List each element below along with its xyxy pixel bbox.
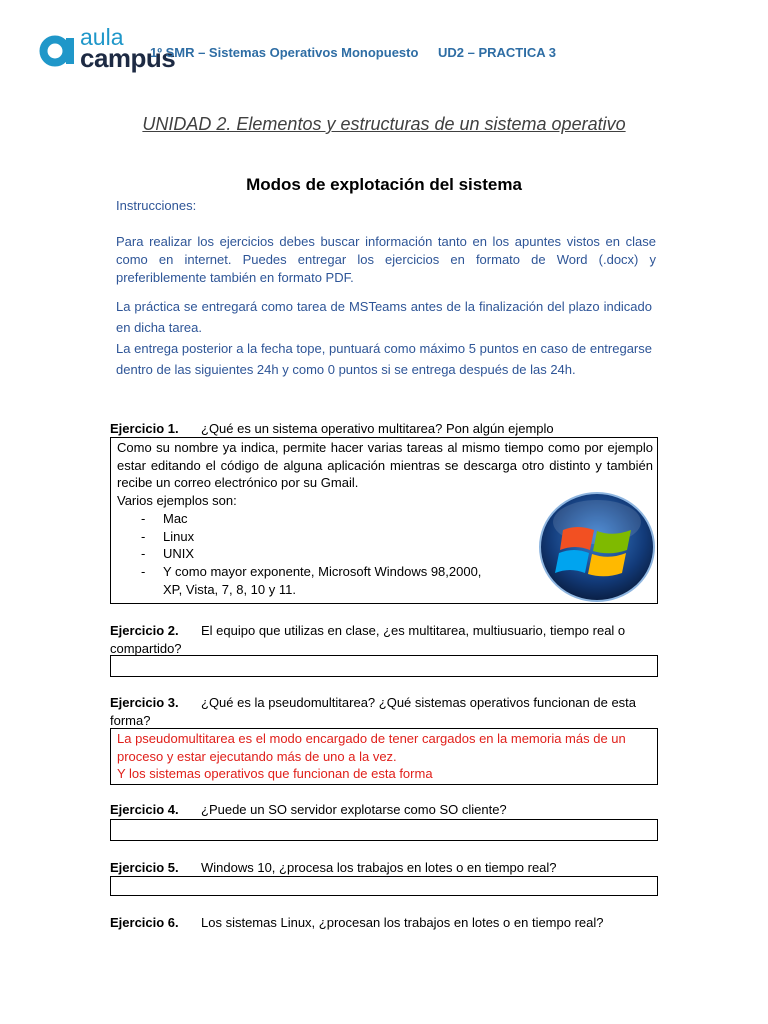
exercise-5-answer-box[interactable] (110, 876, 658, 896)
course-header: 1º SMR – Sistemas Operativos Monopuesto (150, 45, 419, 60)
list-item: - Mac (141, 510, 188, 526)
exercise-number: Ejercicio 1. (110, 421, 179, 436)
exercise-question-text: ¿Puede un SO servidor explotarse como SO cliente? (201, 802, 507, 817)
practice-header: UD2 – PRACTICA 3 (438, 45, 556, 60)
exercise-1-question (110, 420, 658, 438)
aula-campus-logo-icon (38, 30, 78, 70)
exercise-2-answer-box[interactable] (110, 655, 658, 677)
exercise-3-answer-box[interactable] (110, 728, 658, 785)
exercise-question-text: ¿Qué es la pseudomultitarea? ¿Qué sistemas operativos funcionan de esta forma? (110, 695, 637, 728)
instructions-paragraph-2: La práctica se entregará como tarea de MSTeams antes de la finalización del plazo indicado en dicha tarea. (116, 299, 652, 335)
unit-title: UNIDAD 2. Elementos y estructuras de un sistema operativo (142, 114, 626, 134)
exercise-number: Ejercicio 2. (110, 623, 179, 638)
logo-text-aula: aula (80, 24, 124, 50)
exercise-4-answer-box[interactable] (110, 819, 658, 841)
exercise-number: Ejercicio 5. (110, 860, 179, 875)
exercise-number: Ejercicio 3. (110, 695, 179, 710)
instructions-label: Instrucciones: (116, 198, 197, 213)
logo-text-campus: campus (80, 43, 176, 73)
list-item: - UNIX (141, 546, 195, 562)
exercise-question-text: ¿Qué es un sistema operativo multitarea? Pon algún ejemplo (201, 421, 554, 436)
list-item: - Linux (141, 528, 195, 544)
exercise-6-question (110, 914, 658, 932)
instructions-paragraph-3: La entrega posterior a la fecha tope, puntuará como máximo 5 puntos en caso de entregarse dentro de las siguientes 24h y como 0 puntos si se entrega después de las 24h. (116, 341, 652, 377)
exercise-question-text: El equipo que utilizas en clase, ¿es multitarea, multiusuario, tiempo real o compartido? (110, 623, 626, 656)
exercise-3-answer-line-2: Y los sistemas operativos que funcionan de esta forma (117, 766, 433, 782)
exercise-question-text: Windows 10, ¿procesa los trabajos en lotes o en tiempo real? (201, 860, 557, 875)
list-item: - Y como mayor exponente, Microsoft Windows 98,2000, XP, Vista, 7, 8, 10 y 11. (141, 563, 482, 597)
exercise-4-question (110, 801, 658, 819)
document-title: Modos de explotación del sistema (246, 175, 522, 194)
exercise-question-text: Los sistemas Linux, ¿procesan los trabajos en lotes o en tiempo real? (201, 915, 604, 930)
exercise-1-answer-box[interactable] (110, 437, 658, 604)
exercise-1-examples-label: Varios ejemplos son: (117, 493, 237, 509)
windows-logo-icon (539, 492, 655, 602)
exercise-3-answer-line-1: La pseudomultitarea es el modo encargado de tener cargados en la memoria más de un proceso y estar ejecutando más de uno a la vez. (117, 731, 626, 764)
exercise-number: Ejercicio 6. (110, 915, 179, 930)
exercise-5-question (110, 859, 658, 877)
exercise-2-question (110, 622, 658, 658)
instructions-paragraph-1: Para realizar los ejercicios debes buscar información tanto en los apuntes vistos en clase como en internet. Puedes entregar los ejercicios en formato de Word (.docx) y preferiblemente también en formato PDF. (116, 234, 656, 285)
exercise-1-answer-intro: Como su nombre ya indica, permite hacer varias tareas al mismo tiempo como por ejemplo estar editando el código de alguna aplicación mientras se descarga otro distinto y también recibe un correo electrónico por su Gmail. (117, 440, 653, 491)
exercise-3-question (110, 694, 658, 730)
exercise-1-examples-list (117, 510, 537, 599)
exercise-number: Ejercicio 4. (110, 802, 179, 817)
